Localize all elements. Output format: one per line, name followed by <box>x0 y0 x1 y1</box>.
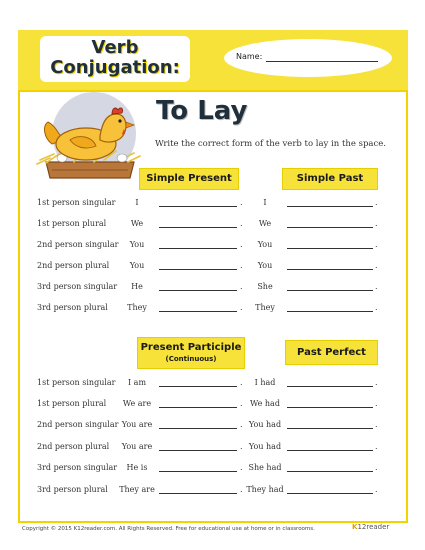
pronoun-perfect: You had <box>248 442 282 451</box>
pronoun-past: She <box>257 282 273 291</box>
answer-blank[interactable] <box>159 248 237 249</box>
pronoun-participle: We are <box>122 399 152 408</box>
period: . <box>240 420 243 429</box>
period: . <box>375 198 378 207</box>
worksheet-title <box>40 36 190 82</box>
k12reader-logo <box>352 523 389 531</box>
pronoun-perfect: They had <box>246 485 284 494</box>
period: . <box>375 463 378 472</box>
answer-blank[interactable] <box>287 493 373 494</box>
row-label: 2nd person plural <box>37 442 110 451</box>
table-row <box>0 420 425 432</box>
pronoun-perfect: She had <box>248 463 282 472</box>
row-label: 2nd person singular <box>37 240 119 249</box>
answer-blank[interactable] <box>159 471 237 472</box>
table-row <box>0 303 425 315</box>
period: . <box>375 261 378 270</box>
present-participle-title: Present Participle <box>140 342 242 353</box>
pronoun-participle: They are <box>119 485 155 494</box>
pronoun-perfect: You had <box>248 420 282 429</box>
answer-blank[interactable] <box>287 227 373 228</box>
table-row <box>0 282 425 294</box>
period: . <box>240 303 243 312</box>
row-label: 3rd person plural <box>37 485 108 494</box>
row-label: 3rd person plural <box>37 303 108 312</box>
answer-blank[interactable] <box>159 493 237 494</box>
period: . <box>240 282 243 291</box>
answer-blank[interactable] <box>287 471 373 472</box>
answer-blank[interactable] <box>159 450 237 451</box>
table-row <box>0 485 425 497</box>
table-row <box>0 463 425 475</box>
answer-blank[interactable] <box>159 290 237 291</box>
row-label: 3rd person singular <box>37 463 118 472</box>
section-past-perfect: Past Perfect <box>285 340 378 365</box>
section-simple-present: Simple Present <box>139 168 239 190</box>
table-row <box>0 240 425 252</box>
answer-blank[interactable] <box>159 311 237 312</box>
answer-blank[interactable] <box>287 428 373 429</box>
table-row <box>0 219 425 231</box>
section-present-participle <box>137 337 245 369</box>
pronoun-perfect: I had <box>254 378 276 387</box>
period: . <box>240 219 243 228</box>
period: . <box>375 442 378 451</box>
period: . <box>240 378 243 387</box>
answer-blank[interactable] <box>287 450 373 451</box>
logo-mark: K <box>352 523 358 531</box>
section-simple-past: Simple Past <box>282 168 378 190</box>
period: . <box>375 399 378 408</box>
pronoun-past: You <box>257 240 273 249</box>
name-field[interactable] <box>224 39 392 77</box>
period: . <box>240 485 243 494</box>
answer-blank[interactable] <box>287 311 373 312</box>
pronoun-present: We <box>130 219 144 228</box>
pronoun-past: You <box>257 261 273 270</box>
hen-on-nest-icon <box>34 100 144 192</box>
row-label: 1st person singular <box>37 198 116 207</box>
answer-blank[interactable] <box>159 407 237 408</box>
table-row <box>0 378 425 390</box>
answer-blank[interactable] <box>287 248 373 249</box>
period: . <box>240 442 243 451</box>
instruction-text: Write the correct form of the verb to lay in the space. <box>155 139 386 149</box>
answer-blank[interactable] <box>159 269 237 270</box>
answer-blank[interactable] <box>159 386 237 387</box>
pronoun-participle: I am <box>127 378 147 387</box>
copyright-notice: Copyright © 2015 K12reader.com. All Rights Reserved. Free for educational use at home or in classrooms. <box>22 526 315 532</box>
period: . <box>375 282 378 291</box>
period: . <box>375 219 378 228</box>
answer-blank[interactable] <box>287 206 373 207</box>
row-label: 1st person plural <box>37 399 107 408</box>
pronoun-past: We <box>258 219 272 228</box>
period: . <box>240 198 243 207</box>
period: . <box>240 261 243 270</box>
answer-blank[interactable] <box>159 206 237 207</box>
row-label: 2nd person singular <box>37 420 119 429</box>
period: . <box>240 399 243 408</box>
pronoun-present: You <box>129 240 145 249</box>
pronoun-participle: You are <box>121 420 153 429</box>
table-row <box>0 442 425 454</box>
verb-heading: To Lay <box>156 96 248 126</box>
period: . <box>375 378 378 387</box>
pronoun-present: He <box>131 282 143 291</box>
period: . <box>240 463 243 472</box>
pronoun-perfect: We had <box>250 399 280 408</box>
answer-blank[interactable] <box>159 428 237 429</box>
period: . <box>375 240 378 249</box>
answer-blank[interactable] <box>287 269 373 270</box>
present-participle-subtitle: (Continuous) <box>165 355 217 363</box>
title-line-2: Conjugation: <box>50 57 180 78</box>
period: . <box>375 303 378 312</box>
pronoun-present: They <box>127 303 147 312</box>
pronoun-participle: He is <box>126 463 148 472</box>
answer-blank[interactable] <box>159 227 237 228</box>
row-label: 1st person singular <box>37 378 116 387</box>
table-row <box>0 198 425 210</box>
period: . <box>375 420 378 429</box>
logo-text: 12reader <box>357 523 390 531</box>
answer-blank[interactable] <box>287 290 373 291</box>
pronoun-present: You <box>129 261 145 270</box>
pronoun-past: I <box>263 198 267 207</box>
name-blank[interactable] <box>266 61 378 62</box>
name-label: Name: <box>236 52 263 61</box>
row-label: 3rd person singular <box>37 282 118 291</box>
row-label: 1st person plural <box>37 219 107 228</box>
answer-blank[interactable] <box>287 407 373 408</box>
period: . <box>240 240 243 249</box>
row-label: 2nd person plural <box>37 261 110 270</box>
table-row <box>0 261 425 273</box>
pronoun-past: They <box>255 303 275 312</box>
pronoun-present: I <box>135 198 139 207</box>
answer-blank[interactable] <box>287 386 373 387</box>
title-line-1: Verb <box>91 37 139 58</box>
table-row <box>0 399 425 411</box>
period: . <box>375 485 378 494</box>
pronoun-participle: You are <box>121 442 153 451</box>
